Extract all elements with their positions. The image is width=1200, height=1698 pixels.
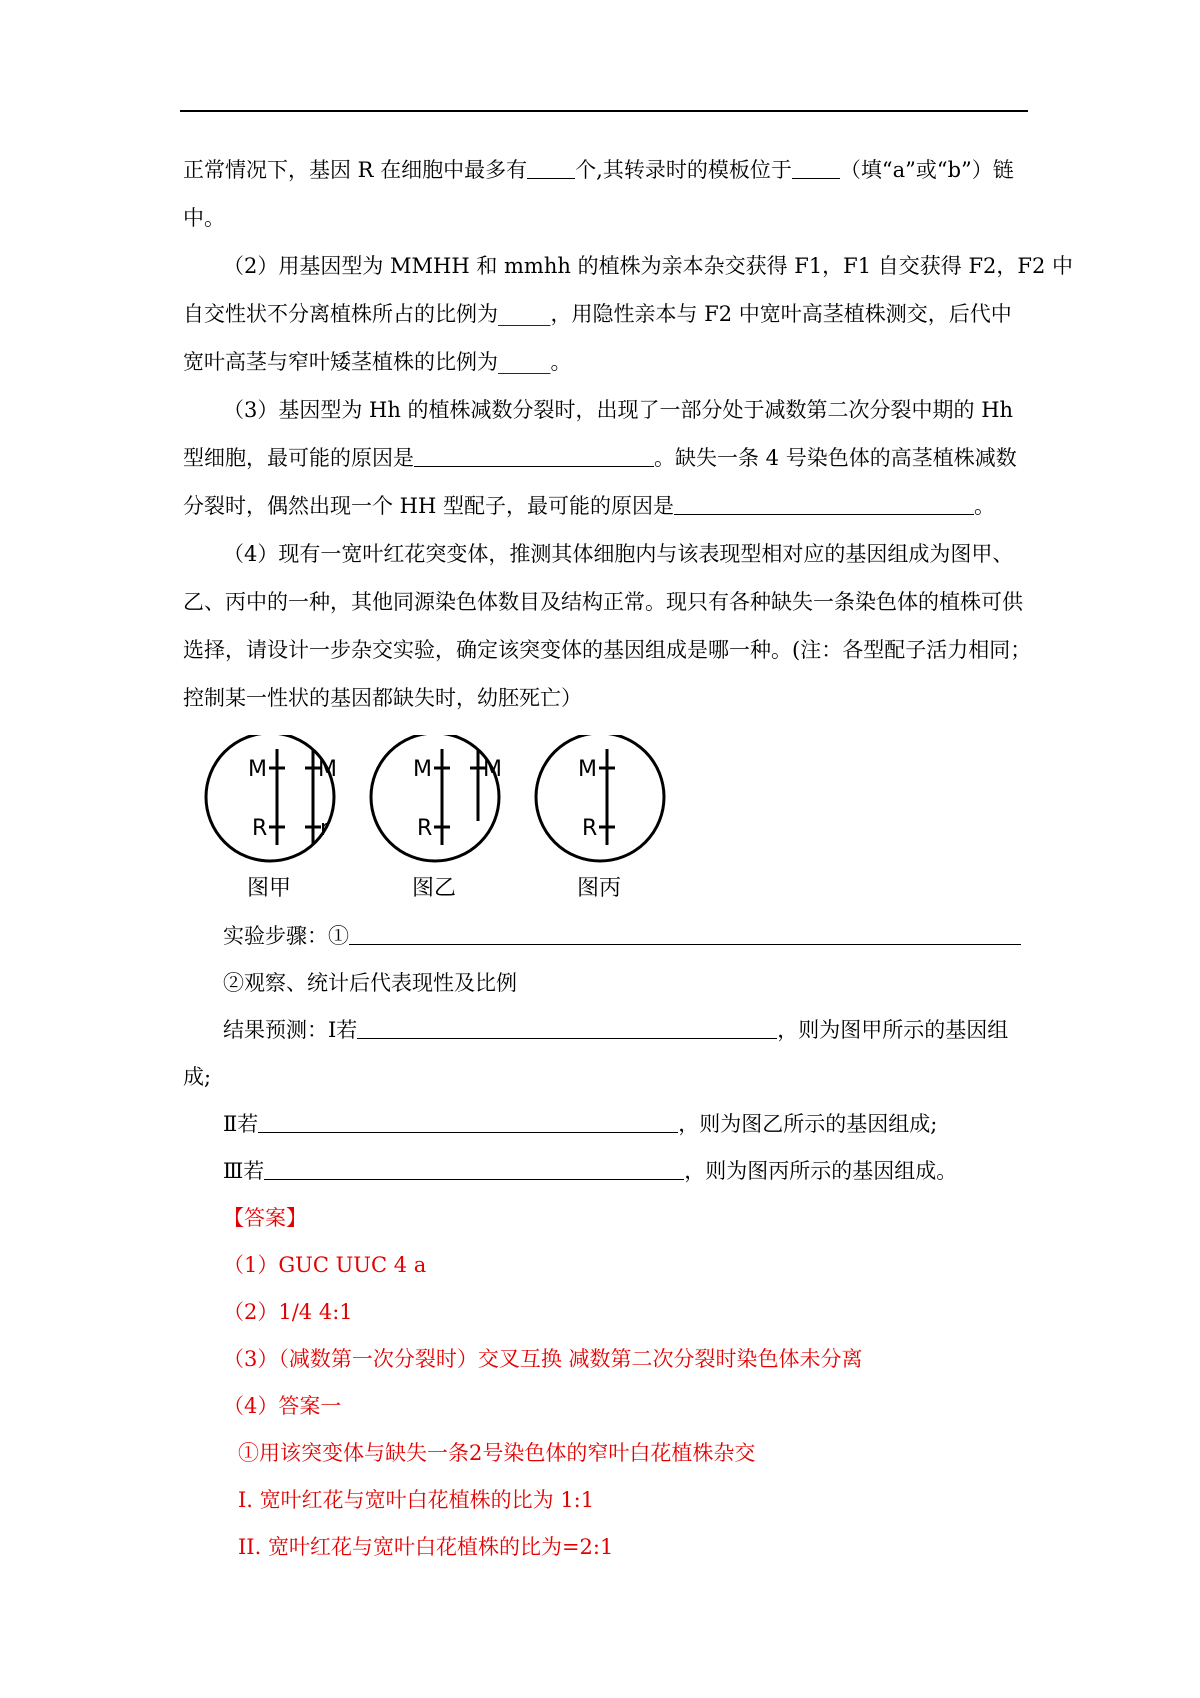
figure-label-yi: 图乙	[412, 876, 457, 901]
answer-title: 【答案】	[223, 1206, 307, 1230]
result-2-line: Ⅱ若 ，则为图乙所示的基因组成;	[223, 1112, 938, 1136]
question-4-line: （4）现有一宽叶红花突变体，推测其体细胞内与该表现型相对应的基因组成为图甲、	[223, 542, 1014, 566]
figure-label-bing: 图丙	[577, 876, 622, 901]
cell-yi	[371, 735, 499, 861]
result-1-line: 结果预测：Ⅰ若 ，则为图甲所示的基因组	[223, 1018, 1009, 1042]
blank	[258, 1110, 678, 1133]
header-rule	[180, 110, 1028, 112]
text-line: 乙、丙中的一种，其他同源染色体数目及结构正常。现只有各种缺失一条染色体的植株可供	[183, 590, 1023, 614]
blank	[414, 444, 654, 467]
text-line: 分裂时，偶然出现一个 HH 型配子，最可能的原因是 。	[183, 494, 995, 518]
cell-bing	[536, 735, 664, 861]
text-line: 自交性状不分离植株所占的比例为_____，用隐性亲本与 F2 中宽叶高茎植株测交，后代中	[183, 302, 1012, 326]
gene-label: M	[413, 757, 432, 782]
gene-label: R	[252, 816, 268, 841]
answer-line: I. 宽叶红花与宽叶白花植株的比为 1:1	[238, 1488, 595, 1512]
blank	[264, 1157, 684, 1180]
result-3-line: Ⅲ若 ，则为图丙所示的基因组成。	[223, 1159, 958, 1183]
blank	[792, 156, 840, 179]
cell-jia	[206, 735, 334, 861]
blank	[357, 1016, 777, 1039]
gene-label: M	[578, 757, 597, 782]
chromosome-figure	[200, 735, 720, 915]
text-line: 成;	[183, 1065, 212, 1089]
answer-line: ①用该突变体与缺失一条2号染色体的窄叶白花植株杂交	[238, 1441, 756, 1465]
question-1-line: 正常情况下，基因 R 在细胞中最多有 个,其转录时的模板位于 （填“a”或“b”）链	[183, 158, 1014, 182]
blank	[349, 922, 1021, 945]
answer-line: （2）1/4 4:1	[223, 1300, 353, 1324]
answer-line: （1）GUC UUC 4 a	[223, 1253, 427, 1277]
text-line: ②观察、统计后代表现性及比例	[223, 971, 517, 995]
text-line: 控制某一性状的基因都缺失时，幼胚死亡）	[183, 686, 582, 710]
gene-label: R	[417, 816, 433, 841]
question-3-line: （3）基因型为 Hh 的植株减数分裂时，出现了一部分处于减数第二次分裂中期的 Hh	[223, 398, 1014, 422]
gene-label: M	[318, 757, 337, 782]
blank	[674, 492, 974, 515]
answer-line: （3）（减数第一次分裂时）交叉互换 减数第二次分裂时染色体未分离	[223, 1347, 863, 1371]
question-2-line: （2）用基因型为 MMHH 和 mmhh 的植株为亲本杂交获得 F1，F1 自交获得 F2，F2 中	[223, 254, 1073, 278]
gene-label: M	[248, 757, 267, 782]
blank	[527, 156, 575, 179]
text-line: 中。	[183, 206, 225, 230]
text-line: 型细胞，最可能的原因是 。缺失一条 4 号染色体的高茎植株减数	[183, 446, 1017, 470]
answer-line: II. 宽叶红花与宽叶白花植株的比为=2:1	[238, 1535, 614, 1559]
experiment-steps-line: 实验步骤：①	[223, 921, 1021, 951]
text-line: 选择，请设计一步杂交实验，确定该突变体的基因组成是哪一种。(注：各型配子活力相同；	[183, 638, 1032, 662]
gene-label: r	[320, 816, 330, 841]
figure-label-jia: 图甲	[247, 876, 292, 901]
text-line: 宽叶高茎与窄叶矮茎植株的比例为_____。	[183, 350, 572, 374]
answer-line: （4）答案一	[223, 1394, 342, 1418]
gene-label: M	[483, 757, 502, 782]
gene-label: R	[582, 816, 598, 841]
